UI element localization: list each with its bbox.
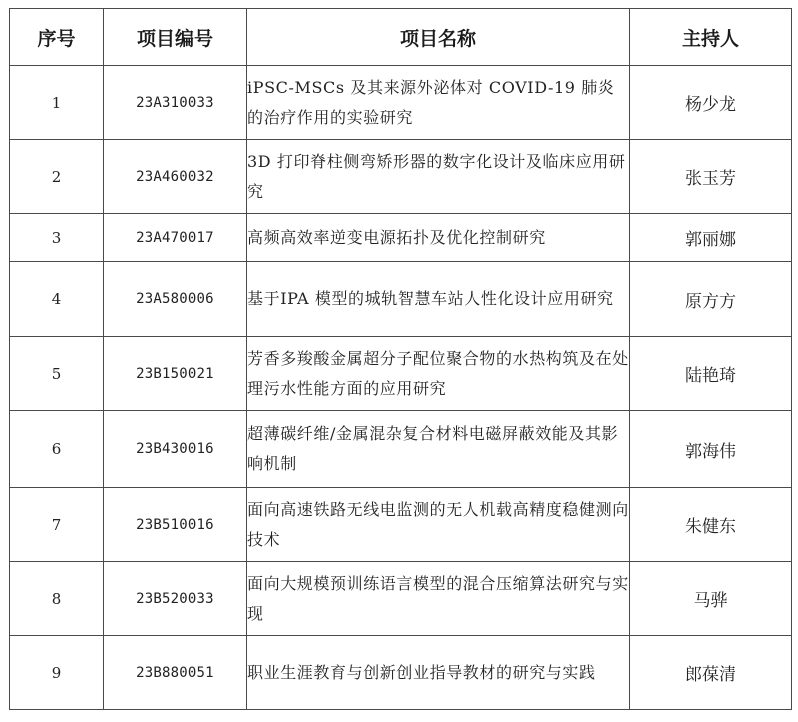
header-leader: 主持人 [630,9,792,66]
project-code: 23B520033 [104,562,247,636]
row-number: 2 [10,140,104,214]
project-name: 芳香多羧酸金属超分子配位聚合物的水热构筑及在处理污水性能方面的应用研究 [247,337,630,411]
project-code: 23B430016 [104,411,247,488]
project-name: 高频高效率逆变电源拓扑及优化控制研究 [247,214,630,262]
project-leader: 原方方 [630,262,792,337]
project-name: 职业生涯教育与创新创业指导教材的研究与实践 [247,636,630,710]
row-number: 5 [10,337,104,411]
project-code: 23A580006 [104,262,247,337]
row-number: 9 [10,636,104,710]
project-leader: 郭丽娜 [630,214,792,262]
project-leader: 朱健东 [630,488,792,562]
row-number: 6 [10,411,104,488]
project-code: 23B150021 [104,337,247,411]
project-leader: 郭海伟 [630,411,792,488]
row-number: 3 [10,214,104,262]
table-row [10,562,792,636]
project-name: 超薄碳纤维/金属混杂复合材料电磁屏蔽效能及其影响机制 [247,411,630,488]
header-row [10,9,792,66]
table-body [10,66,792,710]
project-table [9,8,792,710]
project-code: 23B880051 [104,636,247,710]
table-row [10,214,792,262]
row-number: 1 [10,66,104,140]
table-row [10,488,792,562]
project-leader: 张玉芳 [630,140,792,214]
project-code: 23B510016 [104,488,247,562]
project-leader: 杨少龙 [630,66,792,140]
header-num: 序号 [10,9,104,66]
table-row [10,411,792,488]
project-name: 面向高速铁路无线电监测的无人机载高精度稳健测向技术 [247,488,630,562]
project-leader: 马骅 [630,562,792,636]
project-name: 3D 打印脊柱侧弯矫形器的数字化设计及临床应用研究 [247,140,630,214]
project-code: 23A310033 [104,66,247,140]
project-name: iPSC-MSCs 及其来源外泌体对 COVID-19 肺炎的治疗作用的实验研究 [247,66,630,140]
header-name: 项目名称 [247,9,630,66]
project-leader: 陆艳琦 [630,337,792,411]
table-header [10,9,792,66]
row-number: 4 [10,262,104,337]
project-name: 面向大规模预训练语言模型的混合压缩算法研究与实现 [247,562,630,636]
row-number: 8 [10,562,104,636]
table-row [10,262,792,337]
row-number: 7 [10,488,104,562]
table-row [10,140,792,214]
table-row [10,636,792,710]
table-row [10,337,792,411]
project-leader: 郎葆清 [630,636,792,710]
project-code: 23A470017 [104,214,247,262]
header-code: 项目编号 [104,9,247,66]
project-code: 23A460032 [104,140,247,214]
table-row [10,66,792,140]
project-name: 基于IPA 模型的城轨智慧车站人性化设计应用研究 [247,262,630,337]
